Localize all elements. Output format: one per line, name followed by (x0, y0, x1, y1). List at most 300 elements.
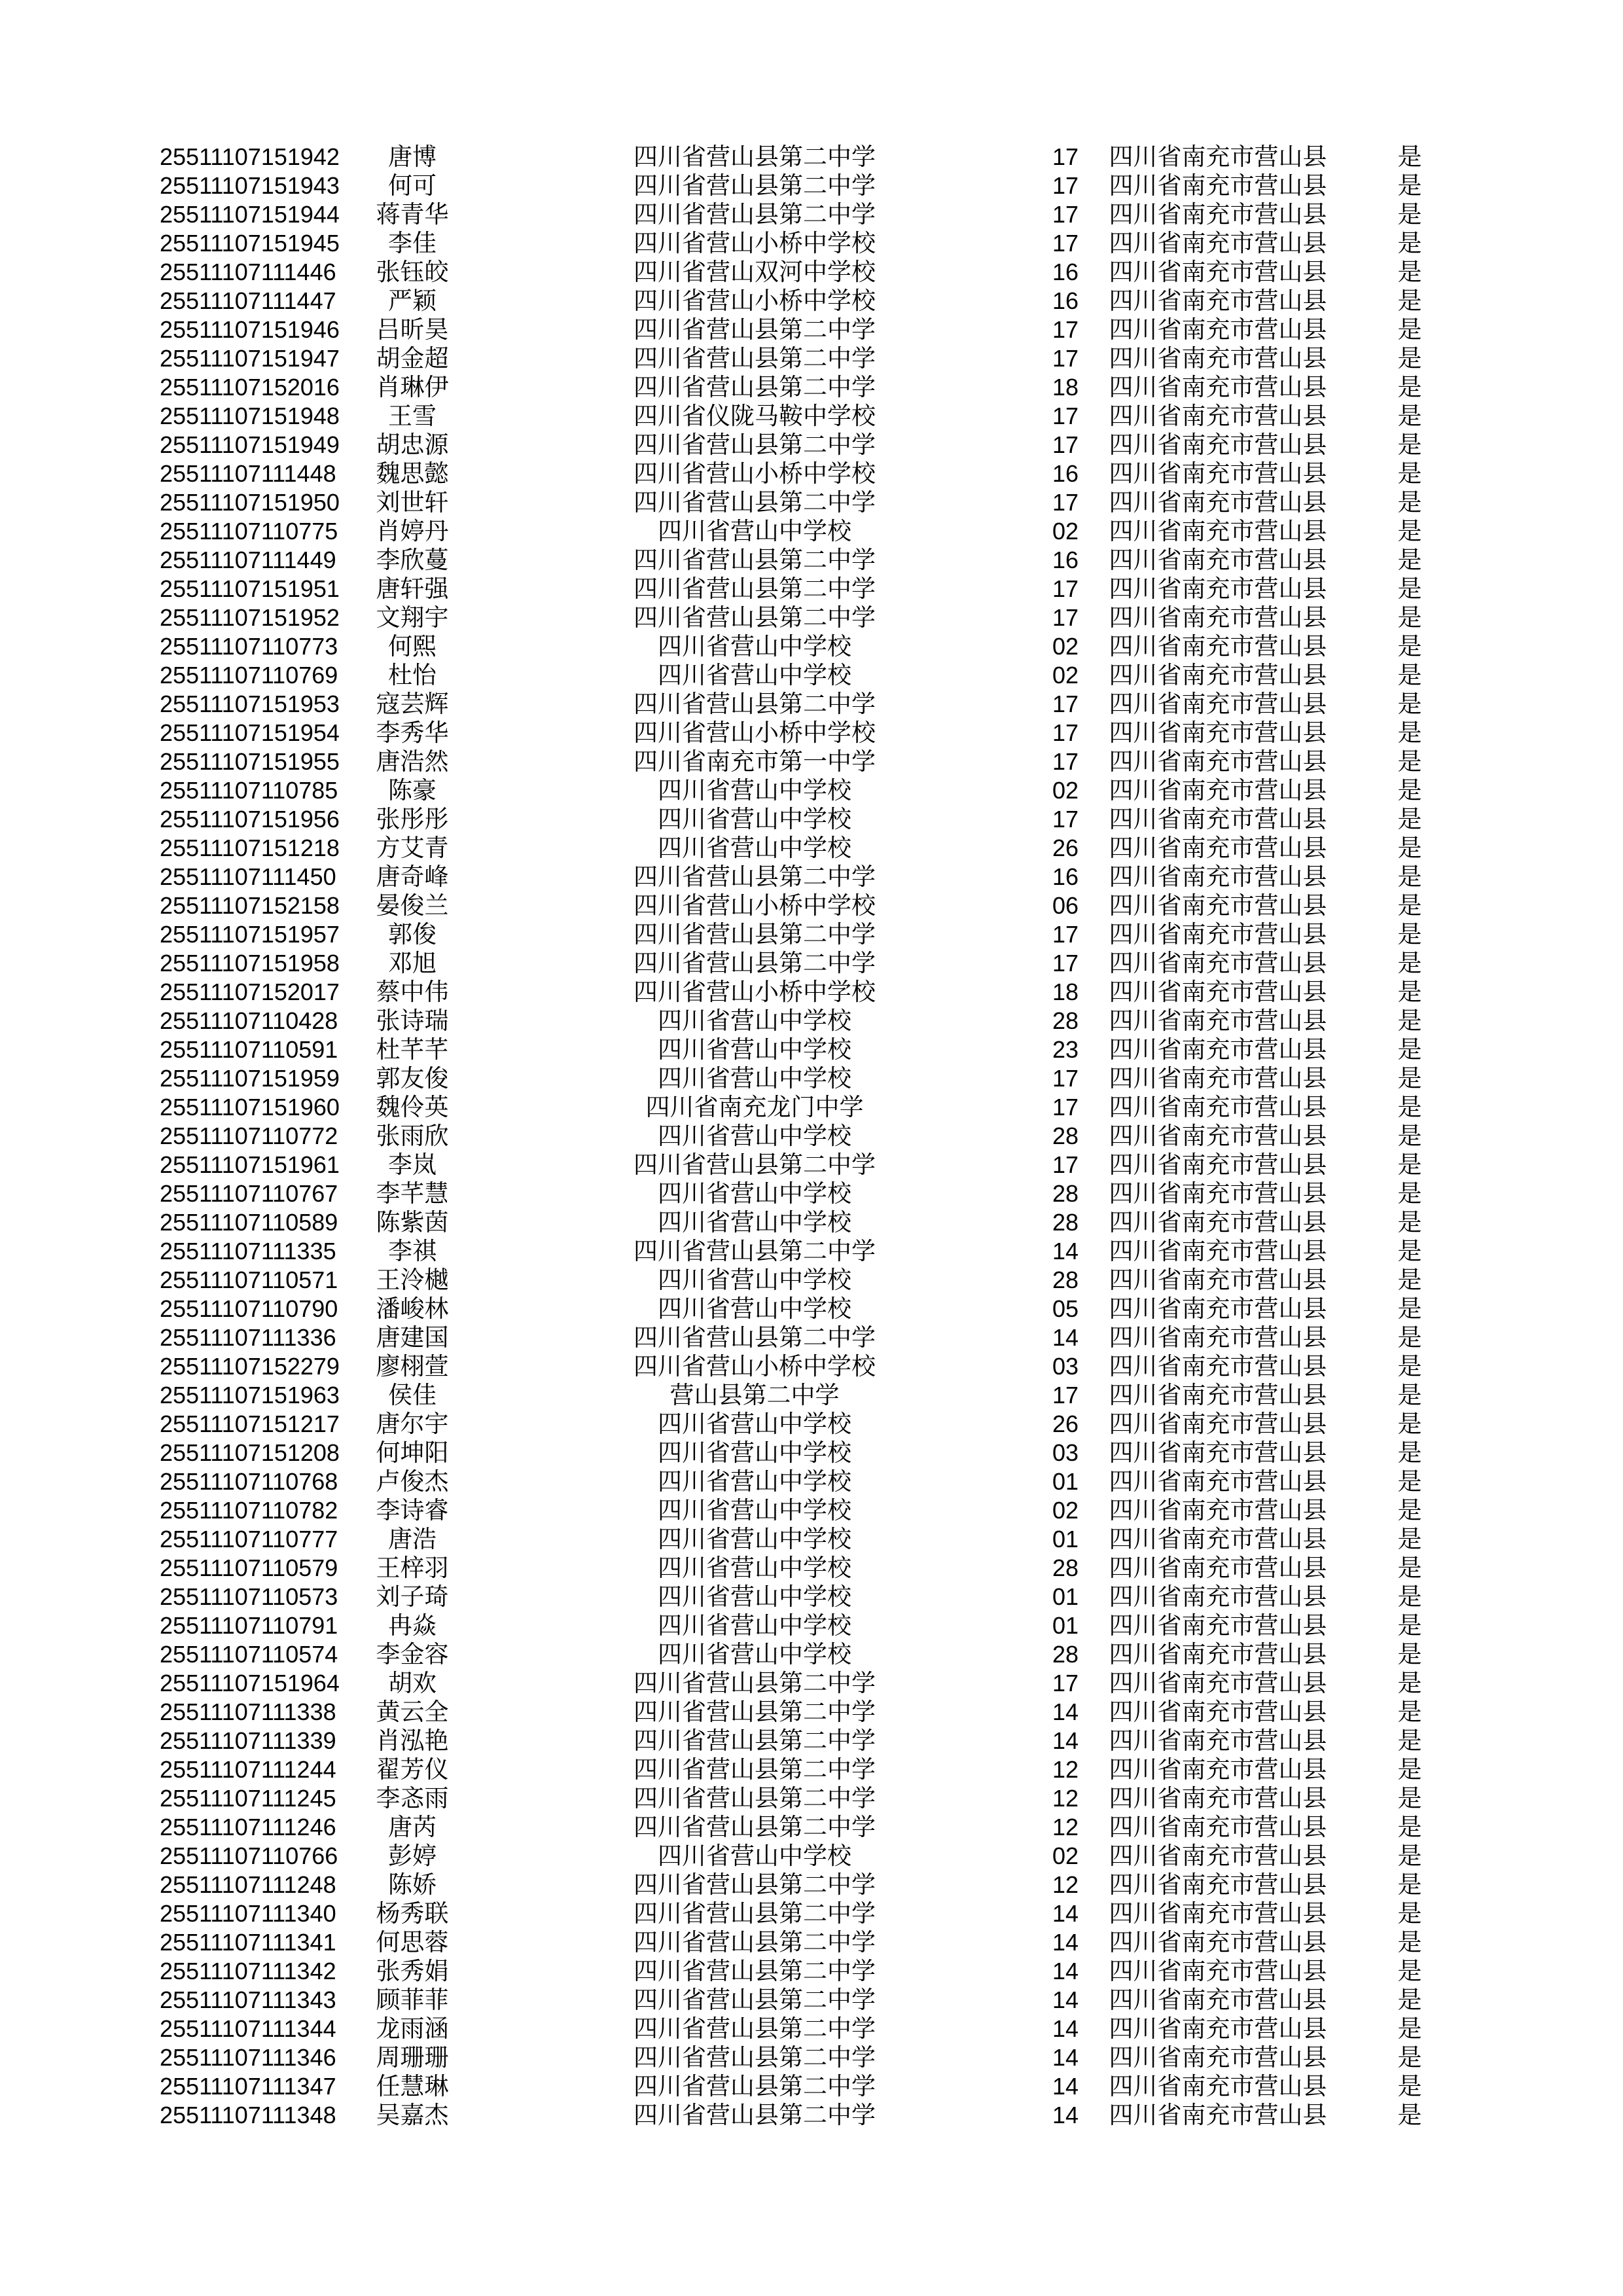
confirmed-flag-cell: 是 (1397, 921, 1422, 948)
registrant-name-cell: 刘子琦 (376, 1583, 449, 1610)
district-cell: 四川省南充市营山县 (1109, 1036, 1327, 1063)
code-cell: 28 (1052, 1122, 1079, 1149)
district-cell: 四川省南充市营山县 (1109, 1353, 1327, 1380)
school-cell: 四川省营山小桥中学校 (633, 892, 876, 919)
district-cell: 四川省南充市营山县 (1109, 1266, 1327, 1293)
table-row (0, 1640, 1623, 1669)
code-cell: 28 (1052, 1554, 1079, 1581)
code-cell: 18 (1052, 374, 1079, 401)
registrant-id-cell: 25511107110791 (160, 1612, 338, 1639)
registrant-id-cell: 25511107111245 (160, 1785, 336, 1812)
code-cell: 02 (1052, 633, 1079, 660)
code-cell: 17 (1052, 575, 1079, 602)
registrant-id-cell: 25511107111446 (160, 259, 336, 285)
district-cell: 四川省南充市营山县 (1109, 403, 1327, 429)
district-cell: 四川省南充市营山县 (1109, 2015, 1327, 2042)
registrant-id-cell: 25511107151964 (160, 1670, 340, 1696)
code-cell: 17 (1052, 230, 1079, 257)
school-cell: 四川省营山中学校 (658, 662, 851, 689)
confirmed-flag-cell: 是 (1397, 201, 1422, 228)
table-row (0, 1611, 1623, 1640)
confirmed-flag-cell: 是 (1397, 518, 1422, 545)
district-cell: 四川省南充市营山县 (1109, 460, 1327, 487)
district-cell: 四川省南充市营山县 (1109, 777, 1327, 804)
registrant-name-cell: 李祺 (388, 1238, 437, 1265)
registrant-name-cell: 龙雨涵 (376, 2015, 449, 2042)
school-cell: 四川省南充龙门中学 (645, 1094, 864, 1121)
school-cell: 四川省营山县第二中学 (633, 2073, 876, 2100)
school-cell: 四川省营山中学校 (658, 1065, 851, 1092)
code-cell: 12 (1052, 1871, 1079, 1898)
registrant-id-cell: 25511107111344 (160, 2015, 336, 2042)
code-cell: 28 (1052, 1266, 1079, 1293)
district-cell: 四川省南充市营山县 (1109, 1180, 1327, 1207)
confirmed-flag-cell: 是 (1397, 1238, 1422, 1265)
confirmed-flag-cell: 是 (1397, 547, 1422, 573)
registrant-id-cell: 25511107110769 (160, 662, 338, 689)
school-cell: 四川省营山县第二中学 (633, 1727, 876, 1754)
table-row (0, 459, 1623, 488)
code-cell: 17 (1052, 431, 1079, 458)
registrant-name-cell: 杜怡 (388, 662, 437, 689)
district-cell: 四川省南充市营山县 (1109, 1324, 1327, 1351)
registrant-name-cell: 李忞雨 (376, 1785, 449, 1812)
code-cell: 16 (1052, 460, 1079, 487)
registrant-name-cell: 胡忠源 (376, 431, 449, 458)
table-row (0, 1525, 1623, 1554)
registrant-name-cell: 何可 (388, 172, 437, 199)
code-cell: 17 (1052, 719, 1079, 746)
table-row (0, 229, 1623, 258)
confirmed-flag-cell: 是 (1397, 460, 1422, 487)
registrant-id-cell: 25511107111448 (160, 460, 336, 487)
district-cell: 四川省南充市营山县 (1109, 575, 1327, 602)
code-cell: 01 (1052, 1612, 1079, 1639)
table-row (0, 978, 1623, 1007)
school-cell: 四川省营山县第二中学 (633, 489, 876, 516)
registrant-id-cell: 25511107151948 (160, 403, 340, 429)
code-cell: 02 (1052, 777, 1079, 804)
confirmed-flag-cell: 是 (1397, 863, 1422, 890)
table-row (0, 1755, 1623, 1784)
code-cell: 14 (1052, 1900, 1079, 1927)
district-cell: 四川省南充市营山县 (1109, 1958, 1327, 1984)
school-cell: 四川省营山县第二中学 (633, 921, 876, 948)
code-cell: 17 (1052, 1094, 1079, 1121)
district-cell: 四川省南充市营山县 (1109, 1727, 1327, 1754)
table-row (0, 2101, 1623, 2130)
registrant-name-cell: 王梓羽 (376, 1554, 449, 1581)
code-cell: 17 (1052, 1670, 1079, 1696)
confirmed-flag-cell: 是 (1397, 2015, 1422, 2042)
registrant-id-cell: 25511107151957 (160, 921, 340, 948)
registrant-name-cell: 王雪 (388, 403, 437, 429)
confirmed-flag-cell: 是 (1397, 1958, 1422, 1984)
school-cell: 四川省营山小桥中学校 (633, 1353, 876, 1380)
district-cell: 四川省南充市营山县 (1109, 1209, 1327, 1236)
confirmed-flag-cell: 是 (1397, 1842, 1422, 1869)
district-cell: 四川省南充市营山县 (1109, 1151, 1327, 1178)
table-row (0, 2043, 1623, 2072)
table-row (0, 1496, 1623, 1525)
registrant-id-cell: 25511107151960 (160, 1094, 340, 1121)
registrant-name-cell: 李芊慧 (376, 1180, 449, 1207)
registrant-name-cell: 彭婷 (388, 1842, 437, 1869)
registrant-name-cell: 王泠樾 (376, 1266, 449, 1293)
registrant-name-cell: 冉焱 (388, 1612, 437, 1639)
registrant-name-cell: 任慧琳 (376, 2073, 449, 2100)
registrant-id-cell: 25511107151956 (160, 806, 340, 833)
registrant-id-cell: 25511107151954 (160, 719, 340, 746)
code-cell: 05 (1052, 1295, 1079, 1322)
registrant-id-cell: 25511107151951 (160, 575, 340, 602)
district-cell: 四川省南充市营山县 (1109, 978, 1327, 1005)
school-cell: 四川省营山县第二中学 (633, 2015, 876, 2042)
table-row (0, 1813, 1623, 1842)
table-row (0, 1295, 1623, 1323)
confirmed-flag-cell: 是 (1397, 1871, 1422, 1898)
table-row (0, 719, 1623, 747)
district-cell: 四川省南充市营山县 (1109, 1468, 1327, 1495)
table-row (0, 805, 1623, 834)
registrant-name-cell: 张诗瑞 (376, 1007, 449, 1034)
confirmed-flag-cell: 是 (1397, 1122, 1422, 1149)
table-row (0, 1381, 1623, 1410)
confirmed-flag-cell: 是 (1397, 691, 1422, 717)
registrant-name-cell: 唐芮 (388, 1814, 437, 1840)
registrant-name-cell: 唐尔宇 (376, 1410, 449, 1437)
school-cell: 四川省营山县第二中学 (633, 1238, 876, 1265)
code-cell: 14 (1052, 1958, 1079, 1984)
registrant-id-cell: 25511107111339 (160, 1727, 336, 1754)
district-cell: 四川省南充市营山县 (1109, 806, 1327, 833)
district-cell: 四川省南充市营山县 (1109, 1670, 1327, 1696)
table-row (0, 402, 1623, 431)
table-row (0, 661, 1623, 690)
school-cell: 四川省营山小桥中学校 (633, 460, 876, 487)
code-cell: 17 (1052, 403, 1079, 429)
table-row (0, 1583, 1623, 1611)
confirmed-flag-cell: 是 (1397, 1670, 1422, 1696)
school-cell: 四川省营山中学校 (658, 518, 851, 545)
table-row (0, 431, 1623, 459)
district-cell: 四川省南充市营山县 (1109, 1526, 1327, 1552)
registrant-id-cell: 25511107111340 (160, 1900, 336, 1927)
confirmed-flag-cell: 是 (1397, 633, 1422, 660)
school-cell: 四川省营山县第二中学 (633, 1756, 876, 1783)
confirmed-flag-cell: 是 (1397, 287, 1422, 314)
code-cell: 17 (1052, 748, 1079, 775)
table-row (0, 1237, 1623, 1266)
district-cell: 四川省南充市营山县 (1109, 2044, 1327, 2071)
table-row (0, 1727, 1623, 1755)
code-cell: 17 (1052, 489, 1079, 516)
registrant-id-cell: 25511107110579 (160, 1554, 338, 1581)
code-cell: 16 (1052, 287, 1079, 314)
school-cell: 四川省营山中学校 (658, 1122, 851, 1149)
table-row (0, 1266, 1623, 1295)
registrant-name-cell: 魏思懿 (376, 460, 449, 487)
code-cell: 02 (1052, 1842, 1079, 1869)
code-cell: 28 (1052, 1180, 1079, 1207)
table-row (0, 171, 1623, 200)
registrant-id-cell: 25511107110785 (160, 777, 338, 804)
district-cell: 四川省南充市营山县 (1109, 2102, 1327, 2128)
table-row (0, 1842, 1623, 1871)
registrant-id-cell: 25511107110767 (160, 1180, 338, 1207)
registrant-name-cell: 李岚 (388, 1151, 437, 1178)
registrant-id-cell: 25511107151944 (160, 201, 340, 228)
registrant-name-cell: 郭友俊 (376, 1065, 449, 1092)
registrant-name-cell: 卢俊杰 (376, 1468, 449, 1495)
table-row (0, 776, 1623, 805)
district-cell: 四川省南充市营山县 (1109, 604, 1327, 631)
registrant-name-cell: 魏伶英 (376, 1094, 449, 1121)
table-row (0, 1957, 1623, 1986)
code-cell: 14 (1052, 2044, 1079, 2071)
registrant-id-cell: 25511107151945 (160, 230, 340, 257)
school-cell: 四川省营山小桥中学校 (633, 978, 876, 1005)
registrant-id-cell: 25511107111343 (160, 1986, 336, 2013)
registrant-id-cell: 25511107110790 (160, 1295, 338, 1322)
table-row (0, 2072, 1623, 2101)
code-cell: 06 (1052, 892, 1079, 919)
registrant-id-cell: 25511107151955 (160, 748, 340, 775)
school-cell: 四川省营山县第二中学 (633, 604, 876, 631)
code-cell: 17 (1052, 316, 1079, 343)
code-cell: 02 (1052, 1497, 1079, 1524)
registrant-name-cell: 邓旭 (388, 950, 437, 977)
code-cell: 01 (1052, 1468, 1079, 1495)
registrant-id-cell: 25511107111246 (160, 1814, 336, 1840)
registrant-name-cell: 李金容 (376, 1641, 449, 1668)
registrant-name-cell: 严颖 (388, 287, 437, 314)
code-cell: 17 (1052, 201, 1079, 228)
registrant-name-cell: 何熙 (388, 633, 437, 660)
district-cell: 四川省南充市营山县 (1109, 834, 1327, 861)
registrant-name-cell: 唐建国 (376, 1324, 449, 1351)
confirmed-flag-cell: 是 (1397, 230, 1422, 257)
registrant-id-cell: 25511107152279 (160, 1353, 340, 1380)
confirmed-flag-cell: 是 (1397, 374, 1422, 401)
school-cell: 四川省营山中学校 (658, 1583, 851, 1610)
confirmed-flag-cell: 是 (1397, 1180, 1422, 1207)
code-cell: 17 (1052, 143, 1079, 170)
table-row (0, 287, 1623, 315)
table-row (0, 575, 1623, 603)
school-cell: 四川省营山中学校 (658, 1842, 851, 1869)
registrant-id-cell: 25511107110782 (160, 1497, 338, 1524)
code-cell: 16 (1052, 259, 1079, 285)
registrant-name-cell: 肖泓艳 (376, 1727, 449, 1754)
registrant-name-cell: 张彤彤 (376, 806, 449, 833)
school-cell: 四川省营山县第二中学 (633, 2044, 876, 2071)
school-cell: 四川省营山县第二中学 (633, 863, 876, 890)
district-cell: 四川省南充市营山县 (1109, 1842, 1327, 1869)
registrant-name-cell: 周珊珊 (376, 2044, 449, 2071)
school-cell: 四川省营山县第二中学 (633, 431, 876, 458)
registrant-id-cell: 25511107151946 (160, 316, 340, 343)
school-cell: 四川省营山县第二中学 (633, 143, 876, 170)
registrant-name-cell: 杜芊芊 (376, 1036, 449, 1063)
school-cell: 四川省营山县第二中学 (633, 345, 876, 372)
confirmed-flag-cell: 是 (1397, 748, 1422, 775)
school-cell: 四川省营山中学校 (658, 1266, 851, 1293)
table-row (0, 1467, 1623, 1496)
district-cell: 四川省南充市营山县 (1109, 345, 1327, 372)
confirmed-flag-cell: 是 (1397, 777, 1422, 804)
confirmed-flag-cell: 是 (1397, 259, 1422, 285)
school-cell: 四川省营山小桥中学校 (633, 287, 876, 314)
registrant-id-cell: 25511107152017 (160, 978, 340, 1005)
district-cell: 四川省南充市营山县 (1109, 518, 1327, 545)
registrant-name-cell: 张钰皎 (376, 259, 449, 285)
school-cell: 四川省营山中学校 (658, 1209, 851, 1236)
registrant-name-cell: 唐浩然 (376, 748, 449, 775)
registrant-name-cell: 唐浩 (388, 1526, 437, 1552)
school-cell: 四川省营山县第二中学 (633, 691, 876, 717)
district-cell: 四川省南充市营山县 (1109, 1612, 1327, 1639)
code-cell: 14 (1052, 2102, 1079, 2128)
school-cell: 四川省南充市第一中学 (633, 748, 876, 775)
school-cell: 四川省营山小桥中学校 (633, 230, 876, 257)
registrant-id-cell: 25511107111348 (160, 2102, 336, 2128)
registrant-id-cell: 25511107111347 (160, 2073, 336, 2100)
district-cell: 四川省南充市营山县 (1109, 1583, 1327, 1610)
registrant-id-cell: 25511107110766 (160, 1842, 338, 1869)
confirmed-flag-cell: 是 (1397, 1382, 1422, 1408)
confirmed-flag-cell: 是 (1397, 1727, 1422, 1754)
table-row (0, 1064, 1623, 1093)
registrant-id-cell: 25511107151218 (160, 834, 340, 861)
registrant-id-cell: 25511107111244 (160, 1756, 336, 1783)
school-cell: 四川省营山县第二中学 (633, 575, 876, 602)
confirmed-flag-cell: 是 (1397, 834, 1422, 861)
district-cell: 四川省南充市营山县 (1109, 230, 1327, 257)
confirmed-flag-cell: 是 (1397, 1785, 1422, 1812)
registrant-name-cell: 唐轩强 (376, 575, 449, 602)
district-cell: 四川省南充市营山县 (1109, 719, 1327, 746)
table-row (0, 1093, 1623, 1122)
table-row (0, 1035, 1623, 1064)
code-cell: 14 (1052, 1929, 1079, 1956)
confirmed-flag-cell: 是 (1397, 316, 1422, 343)
confirmed-flag-cell: 是 (1397, 1353, 1422, 1380)
district-cell: 四川省南充市营山县 (1109, 863, 1327, 890)
table-row (0, 1899, 1623, 1928)
confirmed-flag-cell: 是 (1397, 345, 1422, 372)
registrant-name-cell: 郭俊 (388, 921, 437, 948)
registrant-table (0, 143, 1623, 2130)
registrant-id-cell: 25511107110591 (160, 1036, 338, 1063)
registrant-name-cell: 吴嘉杰 (376, 2102, 449, 2128)
table-row (0, 143, 1623, 171)
table-row (0, 2015, 1623, 2043)
registrant-id-cell: 25511107151961 (160, 1151, 340, 1178)
school-cell: 四川省营山县第二中学 (633, 1958, 876, 1984)
district-cell: 四川省南充市营山县 (1109, 921, 1327, 948)
district-cell: 四川省南充市营山县 (1109, 374, 1327, 401)
registrant-id-cell: 25511107110574 (160, 1641, 338, 1668)
school-cell: 四川省营山中学校 (658, 1036, 851, 1063)
table-row (0, 747, 1623, 776)
registrant-id-cell: 25511107110768 (160, 1468, 338, 1495)
registrant-name-cell: 陈豪 (388, 777, 437, 804)
confirmed-flag-cell: 是 (1397, 892, 1422, 919)
table-row (0, 1698, 1623, 1727)
code-cell: 14 (1052, 1727, 1079, 1754)
code-cell: 17 (1052, 950, 1079, 977)
registrant-id-cell: 25511107111336 (160, 1324, 336, 1351)
school-cell: 四川省营山县第二中学 (633, 1324, 876, 1351)
confirmed-flag-cell: 是 (1397, 806, 1422, 833)
district-cell: 四川省南充市营山县 (1109, 547, 1327, 573)
registrant-id-cell: 25511107110775 (160, 518, 338, 545)
district-cell: 四川省南充市营山县 (1109, 1238, 1327, 1265)
confirmed-flag-cell: 是 (1397, 1324, 1422, 1351)
school-cell: 四川省营山县第二中学 (633, 172, 876, 199)
code-cell: 23 (1052, 1036, 1079, 1063)
confirmed-flag-cell: 是 (1397, 604, 1422, 631)
code-cell: 17 (1052, 1382, 1079, 1408)
registrant-id-cell: 25511107151949 (160, 431, 340, 458)
registrant-name-cell: 蒋青华 (376, 201, 449, 228)
registrant-name-cell: 廖栩萱 (376, 1353, 449, 1380)
registrant-id-cell: 25511107111346 (160, 2044, 336, 2071)
confirmed-flag-cell: 是 (1397, 2102, 1422, 2128)
district-cell: 四川省南充市营山县 (1109, 662, 1327, 689)
district-cell: 四川省南充市营山县 (1109, 1439, 1327, 1466)
table-row (0, 1439, 1623, 1467)
confirmed-flag-cell: 是 (1397, 1295, 1422, 1322)
code-cell: 12 (1052, 1814, 1079, 1840)
school-cell: 四川省营山县第二中学 (633, 1814, 876, 1840)
school-cell: 四川省营山县第二中学 (633, 374, 876, 401)
school-cell: 四川省营山县第二中学 (633, 950, 876, 977)
district-cell: 四川省南充市营山县 (1109, 950, 1327, 977)
registrant-name-cell: 陈娇 (388, 1871, 437, 1898)
school-cell: 四川省营山中学校 (658, 1526, 851, 1552)
table-row (0, 891, 1623, 920)
code-cell: 14 (1052, 1986, 1079, 2013)
district-cell: 四川省南充市营山县 (1109, 1698, 1327, 1725)
table-row (0, 373, 1623, 402)
registrant-name-cell: 李欣蔓 (376, 547, 449, 573)
confirmed-flag-cell: 是 (1397, 575, 1422, 602)
confirmed-flag-cell: 是 (1397, 1410, 1422, 1437)
school-cell: 四川省营山中学校 (658, 1180, 851, 1207)
confirmed-flag-cell: 是 (1397, 719, 1422, 746)
registrant-id-cell: 25511107111341 (160, 1929, 336, 1956)
table-row (0, 1928, 1623, 1957)
code-cell: 17 (1052, 806, 1079, 833)
registrant-name-cell: 顾菲菲 (376, 1986, 449, 2013)
registrant-name-cell: 唐博 (388, 143, 437, 170)
table-row (0, 834, 1623, 863)
table-row (0, 315, 1623, 344)
table-row (0, 1554, 1623, 1583)
table-row (0, 1007, 1623, 1035)
district-cell: 四川省南充市营山县 (1109, 316, 1327, 343)
district-cell: 四川省南充市营山县 (1109, 1065, 1327, 1092)
school-cell: 四川省营山县第二中学 (633, 2102, 876, 2128)
registrant-id-cell: 25511107151963 (160, 1382, 340, 1408)
district-cell: 四川省南充市营山县 (1109, 287, 1327, 314)
registrant-name-cell: 李秀华 (376, 719, 449, 746)
district-cell: 四川省南充市营山县 (1109, 892, 1327, 919)
school-cell: 四川省营山中学校 (658, 1007, 851, 1034)
registrant-id-cell: 25511107110773 (160, 633, 338, 660)
